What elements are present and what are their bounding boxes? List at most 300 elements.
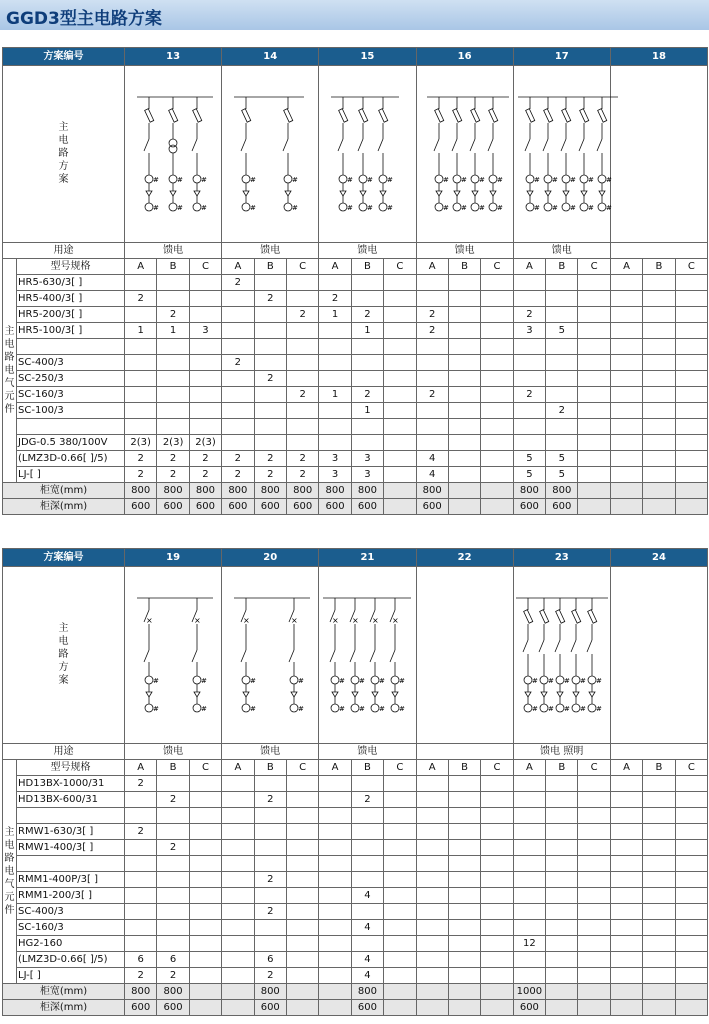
quantity-cell [189, 371, 221, 387]
circuit-diagram-cell [222, 567, 319, 744]
quantity-cell [513, 275, 545, 291]
quantity-cell [416, 355, 448, 371]
svg-text:×: × [194, 616, 201, 625]
svg-text:#: # [460, 204, 467, 212]
quantity-cell [222, 792, 254, 808]
quantity-cell [125, 808, 157, 824]
svg-text:×: × [392, 616, 400, 625]
quantity-cell [448, 856, 480, 872]
quantity-cell [610, 323, 642, 339]
quantity-cell: 5 [513, 467, 545, 483]
quantity-cell [319, 888, 351, 904]
header-label: 方案编号 [3, 549, 125, 567]
quantity-cell [675, 435, 707, 451]
quantity-cell [481, 888, 513, 904]
dimension-cell: 600 [286, 499, 318, 515]
quantity-cell [481, 856, 513, 872]
quantity-cell [546, 888, 578, 904]
quantity-cell: 2 [513, 387, 545, 403]
quantity-cell [546, 968, 578, 984]
dimension-cell [384, 984, 416, 1000]
quantity-cell: 2 [254, 792, 286, 808]
quantity-cell [675, 856, 707, 872]
circuit-diagram-icon [224, 79, 316, 229]
abc-header: A [319, 760, 351, 776]
side-label-text: 主电路电气元件 [4, 326, 15, 415]
quantity-cell [286, 339, 318, 355]
dimension-cell [319, 1000, 351, 1016]
component-row [3, 435, 708, 451]
circuit-diagram-cell [610, 567, 707, 744]
quantity-cell: 2 [189, 467, 221, 483]
quantity-cell [675, 920, 707, 936]
quantity-cell: 12 [513, 936, 545, 952]
quantity-cell [319, 872, 351, 888]
quantity-cell [189, 824, 221, 840]
dimension-cell [546, 1000, 578, 1016]
abc-header: B [546, 760, 578, 776]
quantity-cell [319, 920, 351, 936]
quantity-cell [384, 840, 416, 856]
quantity-cell [448, 387, 480, 403]
quantity-cell [481, 776, 513, 792]
quantity-cell [675, 275, 707, 291]
quantity-cell [448, 792, 480, 808]
svg-text:#: # [460, 176, 467, 184]
dimension-cell [675, 499, 707, 515]
quantity-cell [513, 419, 545, 435]
quantity-cell [448, 339, 480, 355]
quantity-cell: 2 [222, 451, 254, 467]
quantity-cell [222, 291, 254, 307]
quantity-cell [222, 856, 254, 872]
quantity-cell [610, 307, 642, 323]
abc-header: A [222, 259, 254, 275]
quantity-cell [610, 467, 642, 483]
component-name: HD13BX-600/31 [17, 792, 125, 808]
quantity-cell [384, 387, 416, 403]
quantity-cell [578, 323, 610, 339]
abc-header: B [351, 760, 383, 776]
circuit-diagram-cell [513, 66, 610, 243]
quantity-cell [513, 840, 545, 856]
quantity-cell [189, 403, 221, 419]
quantity-cell [578, 792, 610, 808]
quantity-cell [125, 403, 157, 419]
dimension-cell [286, 1000, 318, 1016]
quantity-cell [319, 275, 351, 291]
quantity-cell [351, 371, 383, 387]
abc-header: B [157, 760, 189, 776]
quantity-cell: 4 [416, 451, 448, 467]
quantity-cell [384, 888, 416, 904]
dimension-cell [610, 1000, 642, 1016]
circuit-diagram-cell [416, 567, 513, 744]
quantity-cell [286, 856, 318, 872]
quantity-cell [610, 339, 642, 355]
dimension-cell: 800 [351, 483, 383, 499]
quantity-cell [189, 920, 221, 936]
quantity-cell [222, 371, 254, 387]
svg-text:#: # [250, 677, 257, 685]
abc-header: A [610, 760, 642, 776]
quantity-cell: 2 [254, 467, 286, 483]
quantity-cell [222, 419, 254, 435]
abc-header: C [675, 259, 707, 275]
quantity-cell: 2 [416, 307, 448, 323]
scheme-number: 18 [610, 48, 707, 66]
quantity-cell [125, 387, 157, 403]
quantity-cell: 2 [125, 451, 157, 467]
quantity-cell [610, 936, 642, 952]
quantity-cell [384, 435, 416, 451]
dimension-cell: 800 [286, 483, 318, 499]
svg-text:#: # [551, 176, 558, 184]
usage-value: 馈电 照明 [513, 744, 610, 760]
quantity-cell [643, 435, 675, 451]
side-label-text: 主电路电气元件 [4, 827, 15, 916]
quantity-cell [643, 968, 675, 984]
quantity-cell [222, 776, 254, 792]
quantity-cell [286, 355, 318, 371]
abc-header: B [448, 760, 480, 776]
dimension-cell [384, 499, 416, 515]
quantity-cell [157, 355, 189, 371]
dimension-label: 柜宽(mm) [3, 483, 125, 499]
quantity-cell [254, 419, 286, 435]
quantity-cell [384, 904, 416, 920]
quantity-cell [157, 403, 189, 419]
svg-text:#: # [399, 705, 406, 713]
quantity-cell [157, 824, 189, 840]
dimension-cell [578, 483, 610, 499]
quantity-cell [416, 291, 448, 307]
quantity-cell [481, 307, 513, 323]
quantity-cell: 2 [189, 451, 221, 467]
dimension-cell: 600 [351, 499, 383, 515]
quantity-cell [481, 920, 513, 936]
quantity-cell [416, 904, 448, 920]
quantity-cell [448, 888, 480, 904]
quantity-cell [643, 808, 675, 824]
dimension-cell [578, 984, 610, 1000]
model-label: 型号规格 [17, 760, 125, 776]
abc-header: C [189, 259, 221, 275]
quantity-cell [610, 403, 642, 419]
svg-text:#: # [153, 705, 159, 713]
dimension-cell [189, 984, 221, 1000]
quantity-cell [384, 936, 416, 952]
quantity-cell [481, 840, 513, 856]
quantity-cell [286, 323, 318, 339]
usage-value: 馈电 [319, 243, 416, 259]
quantity-cell: 5 [546, 467, 578, 483]
quantity-cell: 2 [286, 307, 318, 323]
component-name [17, 339, 125, 355]
quantity-cell: 2 [222, 355, 254, 371]
quantity-cell [222, 968, 254, 984]
quantity-cell [384, 952, 416, 968]
quantity-cell [319, 952, 351, 968]
quantity-cell [125, 872, 157, 888]
quantity-cell [546, 776, 578, 792]
svg-text:#: # [292, 204, 299, 212]
scheme-number: 15 [319, 48, 416, 66]
quantity-cell [643, 307, 675, 323]
quantity-cell [222, 840, 254, 856]
component-name [17, 856, 125, 872]
quantity-cell [675, 968, 707, 984]
quantity-cell [189, 307, 221, 323]
quantity-cell [351, 840, 383, 856]
quantity-cell [384, 776, 416, 792]
svg-text:#: # [250, 176, 257, 184]
dimension-cell: 600 [513, 499, 545, 515]
quantity-cell [578, 920, 610, 936]
quantity-cell [643, 872, 675, 888]
quantity-cell [254, 920, 286, 936]
svg-text:#: # [339, 677, 346, 685]
quantity-cell [578, 291, 610, 307]
dimension-cell: 800 [546, 483, 578, 499]
abc-header: A [416, 259, 448, 275]
quantity-cell [416, 419, 448, 435]
quantity-cell [610, 968, 642, 984]
quantity-cell [643, 451, 675, 467]
dimension-cell [222, 984, 254, 1000]
quantity-cell [546, 824, 578, 840]
scheme-number: 13 [125, 48, 222, 66]
quantity-cell [384, 339, 416, 355]
scheme-header-row [3, 549, 708, 567]
quantity-cell [189, 339, 221, 355]
svg-text:#: # [367, 204, 374, 212]
quantity-cell [675, 323, 707, 339]
component-row [3, 323, 708, 339]
header-label: 方案编号 [3, 48, 125, 66]
dimension-cell: 600 [546, 499, 578, 515]
quantity-cell [578, 307, 610, 323]
svg-text:#: # [547, 677, 554, 685]
quantity-cell [254, 776, 286, 792]
component-name: JDG-0.5 380/100V [17, 435, 125, 451]
quantity-cell [384, 323, 416, 339]
quantity-cell [125, 792, 157, 808]
abc-header: C [481, 259, 513, 275]
quantity-cell [189, 904, 221, 920]
quantity-cell [189, 936, 221, 952]
quantity-cell [546, 872, 578, 888]
abc-header: B [643, 760, 675, 776]
svg-text:#: # [478, 204, 485, 212]
scheme-number: 19 [125, 549, 222, 567]
diagram-row [3, 66, 708, 243]
quantity-cell [546, 339, 578, 355]
quantity-cell [513, 339, 545, 355]
svg-text:#: # [250, 204, 257, 212]
quantity-cell: 2 [546, 403, 578, 419]
quantity-cell [675, 339, 707, 355]
svg-text:#: # [547, 705, 554, 713]
svg-text:#: # [347, 176, 354, 184]
quantity-cell [416, 872, 448, 888]
svg-text:#: # [177, 176, 183, 184]
abc-header: B [643, 259, 675, 275]
quantity-cell: 3 [319, 451, 351, 467]
quantity-cell: 4 [351, 920, 383, 936]
component-row [3, 936, 708, 952]
circuit-diagram-icon [127, 79, 219, 229]
quantity-cell: 6 [254, 952, 286, 968]
quantity-cell [351, 936, 383, 952]
dimension-cell: 800 [222, 483, 254, 499]
page-title: GGD3型主电路方案 [6, 9, 162, 29]
quantity-cell [513, 968, 545, 984]
scheme-number: 21 [319, 549, 416, 567]
abc-header: B [448, 259, 480, 275]
quantity-cell [189, 275, 221, 291]
quantity-cell [254, 307, 286, 323]
quantity-cell [546, 904, 578, 920]
dimension-cell [578, 1000, 610, 1016]
quantity-cell [351, 872, 383, 888]
quantity-cell: 2 [125, 776, 157, 792]
quantity-cell: 2 [222, 275, 254, 291]
quantity-cell: 5 [513, 451, 545, 467]
quantity-cell [481, 419, 513, 435]
dimension-cell [546, 984, 578, 1000]
quantity-cell [222, 403, 254, 419]
component-row [3, 856, 708, 872]
quantity-cell [513, 904, 545, 920]
quantity-cell [675, 824, 707, 840]
abc-header: B [254, 259, 286, 275]
quantity-cell [513, 824, 545, 840]
abc-header: A [610, 259, 642, 275]
component-name: HR5-630/3[ ] [17, 275, 125, 291]
quantity-cell [448, 371, 480, 387]
svg-text:#: # [531, 705, 538, 713]
quantity-cell [546, 808, 578, 824]
quantity-cell [157, 291, 189, 307]
component-row [3, 371, 708, 387]
usage-label: 用途 [3, 744, 125, 760]
quantity-cell [157, 920, 189, 936]
quantity-cell [222, 888, 254, 904]
quantity-cell [513, 872, 545, 888]
quantity-cell [578, 840, 610, 856]
quantity-cell: 3 [351, 451, 383, 467]
circuit-diagram-icon [516, 79, 612, 229]
component-name: RMW1-630/3[ ] [17, 824, 125, 840]
dimension-cell [481, 1000, 513, 1016]
dimension-cell [319, 984, 351, 1000]
quantity-cell [189, 840, 221, 856]
abc-header: B [546, 259, 578, 275]
circuit-diagram-cell [125, 567, 222, 744]
dimension-label: 柜宽(mm) [3, 984, 125, 1000]
quantity-cell [416, 339, 448, 355]
component-row [3, 307, 708, 323]
quantity-cell [416, 968, 448, 984]
quantity-cell [448, 840, 480, 856]
quantity-cell [578, 339, 610, 355]
svg-text:#: # [201, 204, 207, 212]
usage-value: 馈电 [125, 243, 222, 259]
quantity-cell [513, 355, 545, 371]
quantity-cell: 3 [351, 467, 383, 483]
quantity-cell [189, 419, 221, 435]
quantity-cell [416, 840, 448, 856]
svg-text:×: × [332, 616, 340, 625]
quantity-cell [157, 808, 189, 824]
quantity-cell [481, 387, 513, 403]
component-row [3, 808, 708, 824]
abc-header: B [351, 259, 383, 275]
quantity-cell [513, 888, 545, 904]
quantity-cell [578, 824, 610, 840]
quantity-cell [448, 275, 480, 291]
quantity-cell [643, 824, 675, 840]
quantity-cell [481, 339, 513, 355]
quantity-cell [513, 920, 545, 936]
quantity-cell [416, 792, 448, 808]
component-name: SC-160/3 [17, 920, 125, 936]
component-row [3, 451, 708, 467]
quantity-cell [222, 824, 254, 840]
quantity-cell: 1 [319, 307, 351, 323]
scheme-table-1 [2, 47, 708, 515]
quantity-cell [254, 936, 286, 952]
quantity-cell [254, 824, 286, 840]
quantity-cell [643, 467, 675, 483]
quantity-cell [189, 355, 221, 371]
quantity-cell [286, 371, 318, 387]
usage-label: 用途 [3, 243, 125, 259]
circuit-diagram-cell [610, 66, 707, 243]
quantity-cell [286, 808, 318, 824]
quantity-cell [643, 339, 675, 355]
component-name: (LMZ3D-0.66[ ]/5) [17, 952, 125, 968]
quantity-cell [319, 323, 351, 339]
quantity-cell [578, 776, 610, 792]
quantity-cell [125, 355, 157, 371]
quantity-cell [481, 808, 513, 824]
quantity-cell [448, 920, 480, 936]
dimension-row [3, 499, 708, 515]
svg-text:#: # [551, 204, 558, 212]
quantity-cell: 2 [254, 371, 286, 387]
dimension-cell [610, 984, 642, 1000]
quantity-cell [286, 435, 318, 451]
circuit-diagram-icon [419, 79, 511, 229]
quantity-cell: 1 [351, 403, 383, 419]
quantity-cell [481, 371, 513, 387]
quantity-cell: 5 [546, 451, 578, 467]
dimension-cell [675, 1000, 707, 1016]
component-row [3, 904, 708, 920]
quantity-cell [157, 419, 189, 435]
quantity-cell [254, 888, 286, 904]
scheme-number: 17 [513, 48, 610, 66]
quantity-cell [675, 451, 707, 467]
quantity-cell [416, 936, 448, 952]
abc-header: A [125, 259, 157, 275]
abc-header: C [578, 760, 610, 776]
svg-text:#: # [399, 677, 406, 685]
quantity-cell [448, 968, 480, 984]
quantity-cell [675, 808, 707, 824]
